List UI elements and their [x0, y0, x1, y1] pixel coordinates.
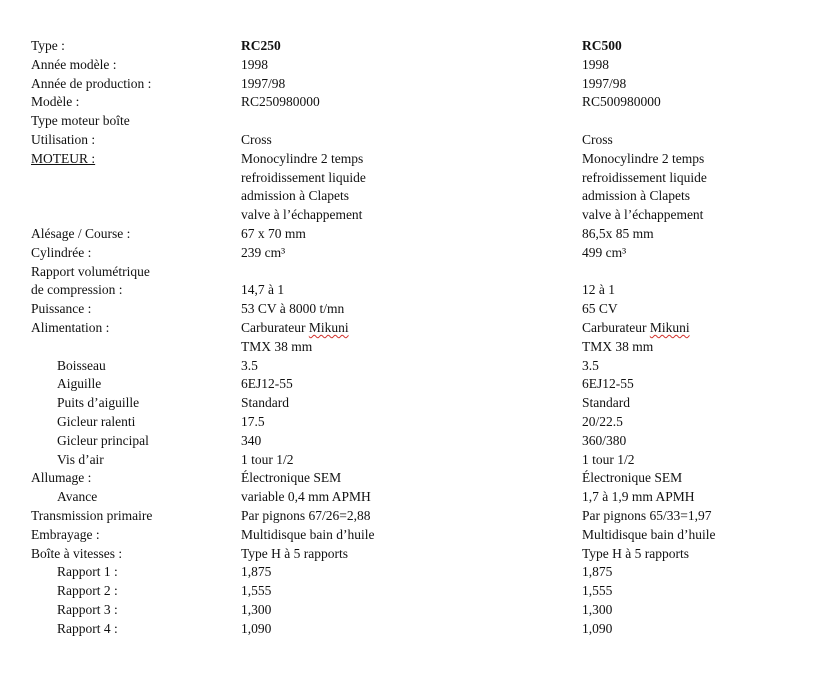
spec-label: Vis d’air	[57, 451, 104, 467]
rc250-value: 1997/98	[241, 75, 286, 91]
spec-label: Aiguille	[57, 376, 102, 392]
spec-row	[31, 37, 791, 56]
spec-label: MOTEUR :	[31, 150, 96, 166]
spec-row	[31, 432, 791, 451]
rc250-value: refroidissement liquide	[241, 169, 366, 185]
spec-label: Gicleur ralenti	[57, 413, 136, 429]
rc500-value: TMX 38 mm	[582, 338, 654, 354]
spec-label: Rapport 4 :	[57, 620, 118, 636]
spec-row	[31, 601, 791, 620]
rc500-value: 1997/98	[582, 75, 627, 91]
spec-label: Puits d’aiguille	[57, 395, 140, 411]
rc250-value: Multidisque bain d’huile	[241, 526, 375, 542]
spec-row	[31, 338, 791, 357]
spec-label: Gicleur principal	[57, 432, 149, 448]
rc250-value: 1998	[241, 56, 268, 72]
spec-label: de compression :	[31, 282, 123, 298]
spec-row	[31, 375, 791, 394]
rc500-value: Cross	[582, 131, 613, 147]
spec-row	[31, 225, 791, 244]
spec-label: Puissance :	[31, 301, 92, 317]
rc500-value: Électronique SEM	[582, 470, 683, 486]
rc250-value: 53 CV à 8000 t/mn	[241, 301, 345, 317]
rc250-value: 67 x 70 mm	[241, 225, 306, 241]
spec-label: Rapport 3 :	[57, 601, 118, 617]
rc250-value: 1,555	[241, 583, 272, 599]
spec-row	[31, 319, 791, 338]
rc250-value: RC250	[241, 38, 281, 53]
spec-label: Avance	[57, 489, 98, 505]
spec-row	[31, 112, 791, 131]
spec-label: Modèle :	[31, 94, 80, 110]
rc250-value: 14,7 à 1	[241, 282, 285, 298]
spec-label: Boîte à vitesses :	[31, 545, 123, 561]
spec-row	[31, 563, 791, 582]
rc250-value: 1,090	[241, 620, 272, 636]
spec-label: Embrayage :	[31, 526, 100, 542]
spec-row	[31, 545, 791, 564]
rc250-value: 1,300	[241, 601, 272, 617]
spec-label: Boisseau	[57, 357, 106, 373]
value-text: Carburateur	[582, 319, 650, 335]
rc500-value: 1,875	[582, 564, 613, 580]
spec-row	[31, 413, 791, 432]
spellcheck-flagged-word: Mikuni	[649, 319, 690, 335]
rc250-value: Cross	[241, 131, 272, 147]
rc500-value: 1,555	[582, 583, 613, 599]
rc250-value: 239 cm³	[241, 244, 286, 260]
spec-row	[31, 300, 791, 319]
rc250-value: 6EJ12-55	[241, 376, 293, 392]
rc500-value: 3.5	[582, 357, 599, 373]
rc500-value: 1 tour 1/2	[582, 451, 635, 467]
rc500-value: 1,090	[582, 620, 613, 636]
spec-row	[31, 620, 791, 639]
rc500-value	[582, 319, 690, 338]
rc250-value	[241, 319, 349, 338]
spec-label: Alimentation :	[31, 319, 110, 335]
rc500-value: 65 CV	[582, 301, 618, 317]
rc500-value: 360/380	[582, 432, 627, 448]
spec-label: Type :	[31, 38, 65, 53]
spec-row	[31, 206, 791, 225]
rc250-value: 3.5	[241, 357, 258, 373]
spec-row	[31, 56, 791, 75]
spec-row	[31, 469, 791, 488]
rc500-value: 86,5x 85 mm	[582, 225, 654, 241]
rc500-value: Multidisque bain d’huile	[582, 526, 716, 542]
rc500-value: 499 cm³	[582, 244, 627, 260]
rc250-value: RC250980000	[241, 94, 320, 110]
rc500-value: admission à Clapets	[582, 188, 690, 204]
spec-label: Rapport 1 :	[57, 564, 118, 580]
spec-row	[31, 244, 791, 263]
rc250-value: admission à Clapets	[241, 188, 349, 204]
rc250-value: valve à l’échappement	[241, 207, 363, 223]
rc500-value: 1998	[582, 56, 609, 72]
spec-row	[31, 281, 791, 300]
rc500-value: valve à l’échappement	[582, 207, 704, 223]
rc500-value: Par pignons 65/33=1,97	[582, 507, 712, 523]
rc500-value: 6EJ12-55	[582, 376, 634, 392]
spec-row	[31, 187, 791, 206]
spec-table	[31, 37, 791, 639]
rc250-value: 1,875	[241, 564, 272, 580]
rc500-value: Standard	[582, 395, 630, 411]
spec-row	[31, 93, 791, 112]
rc500-value: refroidissement liquide	[582, 169, 707, 185]
spec-label: Utilisation :	[31, 131, 96, 147]
spec-label: Cylindrée :	[31, 244, 92, 260]
rc250-value: Type H à 5 rapports	[241, 545, 349, 561]
spec-row	[31, 507, 791, 526]
rc500-value: 1,300	[582, 601, 613, 617]
spec-row	[31, 150, 791, 169]
rc250-value: Standard	[241, 395, 289, 411]
rc500-value: 1,7 à 1,9 mm APMH	[582, 489, 695, 505]
rc250-value: variable 0,4 mm APMH	[241, 489, 371, 505]
rc250-value: 17.5	[241, 413, 265, 429]
rc250-value: Monocylindre 2 temps	[241, 150, 364, 166]
rc250-value: 1 tour 1/2	[241, 451, 294, 467]
rc250-value: 340	[241, 432, 262, 448]
spec-label: Rapport 2 :	[57, 583, 118, 599]
value-text: Carburateur	[241, 319, 309, 335]
spec-row	[31, 131, 791, 150]
spec-row	[31, 169, 791, 188]
spec-label: Transmission primaire	[31, 507, 153, 523]
rc500-value: Monocylindre 2 temps	[582, 150, 705, 166]
rc250-value: Par pignons 67/26=2,88	[241, 507, 371, 523]
rc500-value: 12 à 1	[582, 282, 615, 298]
rc250-value: TMX 38 mm	[241, 338, 313, 354]
spec-label: Année de production :	[31, 75, 152, 91]
spec-row	[31, 582, 791, 601]
spec-row	[31, 488, 791, 507]
spec-label: Type moteur boîte	[31, 113, 130, 129]
spec-label: Rapport volumétrique	[31, 263, 150, 279]
spec-row	[31, 75, 791, 94]
spec-label: Allumage :	[31, 470, 92, 486]
spec-row	[31, 263, 791, 282]
spec-row	[31, 526, 791, 545]
spec-row	[31, 451, 791, 470]
rc500-value: RC500	[582, 38, 622, 53]
spellcheck-flagged-word: Mikuni	[308, 319, 349, 335]
spec-label: Année modèle :	[31, 56, 117, 72]
rc500-value: 20/22.5	[582, 413, 623, 429]
rc500-value: Type H à 5 rapports	[582, 545, 690, 561]
rc250-value: Électronique SEM	[241, 470, 342, 486]
spec-label: Alésage / Course :	[31, 225, 131, 241]
spec-row	[31, 394, 791, 413]
spec-row	[31, 357, 791, 376]
rc500-value: RC500980000	[582, 94, 661, 110]
